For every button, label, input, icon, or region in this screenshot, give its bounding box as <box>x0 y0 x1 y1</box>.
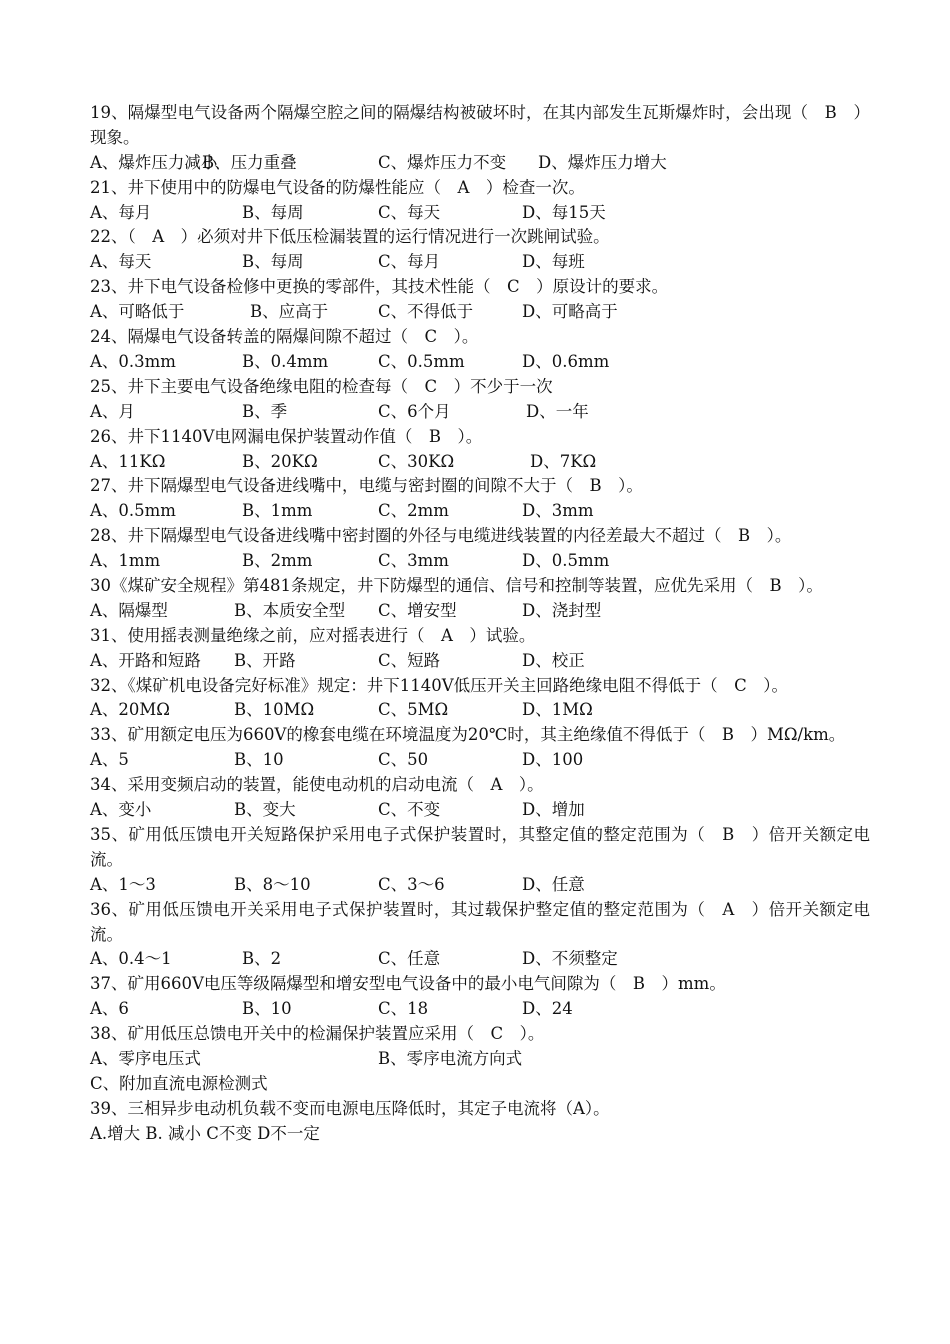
question-28: 28、井下隔爆型电气设备进线嘴中密封圈的外径与电缆进线装置的内径差最大不超过（ B ）。 <box>90 526 792 546</box>
question-21: 21、井下使用中的防爆电气设备的防爆性能应（ A ）检查一次。 <box>90 177 585 197</box>
option-38-c: C、附加直流电源检测式 <box>90 1073 268 1093</box>
options-28 <box>90 549 870 574</box>
option-24-c: C、0.5mm <box>378 351 465 371</box>
option-19-b: B、压力重叠 <box>202 152 297 172</box>
question-25: 25、井下主要电气设备绝缘电阻的检查每（ C ）不少于一次 <box>90 376 553 396</box>
option-32-c: C、5MΩ <box>378 700 449 720</box>
option-32-b: B、10MΩ <box>234 700 315 720</box>
option-37-a: A、6 <box>90 999 129 1019</box>
question-27: 27、井下隔爆型电气设备进线嘴中，电缆与密封圈的间隙不大于（ B ）。 <box>90 476 643 496</box>
question-39: 39、三相异步电动机负载不变而电源电压降低时，其定子电流将（A）。 <box>90 1098 610 1118</box>
options-22 <box>90 250 870 275</box>
question-32: 32、《煤矿机电设备完好标准》规定：井下1140V低压开关主回路绝缘电阻不得低于（ C ）。 <box>90 675 789 695</box>
option-37-d: D、24 <box>522 999 573 1019</box>
option-36-d: D、不须整定 <box>522 949 618 969</box>
option-38-b: B、零序电流方向式 <box>378 1049 523 1068</box>
option-21-b: B、每周 <box>242 202 304 222</box>
option-19-a: A、爆炸压力减小 <box>90 152 218 172</box>
option-31-c: C、短路 <box>378 650 441 670</box>
option-30-c: C、增安型 <box>378 600 457 620</box>
option-35-d: D、任意 <box>522 874 585 894</box>
option-31-d: D、校正 <box>522 650 585 670</box>
option-28-d: D、0.5mm <box>522 551 610 571</box>
option-36-a: A、0.4～1 <box>90 949 172 969</box>
options-21 <box>90 201 870 226</box>
option-28-a: A、1mm <box>90 551 161 571</box>
option-36-b: B、2 <box>242 949 282 969</box>
question-34: 34、采用变频启动的装置，能使电动机的启动电流（ A ）。 <box>90 775 544 795</box>
option-26-d: D、7KΩ <box>530 451 597 471</box>
option-30-b: B、本质安全型 <box>234 600 346 620</box>
option-25-d: D、一年 <box>526 401 589 421</box>
question-24: 24、隔爆电气设备转盖的隔爆间隙不超过（ C ）。 <box>90 327 479 347</box>
option-22-a: A、每天 <box>90 252 152 272</box>
options-19 <box>90 151 870 176</box>
options-24 <box>90 350 870 375</box>
question-26: 26、井下1140V电网漏电保护装置动作值（ B ）。 <box>90 426 483 446</box>
option-33-a: A、5 <box>90 750 129 770</box>
option-28-b: B、2mm <box>242 551 313 571</box>
option-33-d: D、100 <box>522 750 584 770</box>
options-27 <box>90 499 870 524</box>
question-37: 37、矿用660V电压等级隔爆型和增安型电气设备中的最小电气间隙为（ B ）mm。 <box>90 974 726 994</box>
options-30 <box>90 599 870 624</box>
option-26-c: C、30KΩ <box>378 451 455 471</box>
options-34 <box>90 798 870 823</box>
option-23-a: A、可略低于 <box>90 302 185 322</box>
option-34-b: B、变大 <box>234 800 296 820</box>
question-23: 23、井下电气设备检修中更换的零部件，其技术性能（ C ）原设计的要求。 <box>90 277 669 297</box>
question-33: 33、矿用额定电压为660V的橡套电缆在环境温度为20℃时，其主绝缘值不得低于（ B ）MΩ/km。 <box>90 725 846 745</box>
option-38-a: A、零序电压式 <box>90 1049 201 1068</box>
options-38 <box>90 1047 870 1072</box>
option-34-c: C、不变 <box>378 800 441 820</box>
option-33-b: B、10 <box>234 750 284 770</box>
option-21-d: D、每15天 <box>522 202 606 222</box>
options-32 <box>90 698 870 723</box>
option-37-b: B、10 <box>242 999 292 1019</box>
option-32-a: A、20MΩ <box>90 700 170 720</box>
option-21-c: C、每天 <box>378 202 441 222</box>
option-21-a: A、每月 <box>90 202 152 222</box>
option-25-c: C、6个月 <box>378 401 451 421</box>
question-31: 31、使用摇表测量绝缘之前，应对摇表进行（ A ）试验。 <box>90 625 536 645</box>
option-24-a: A、0.3mm <box>90 351 176 371</box>
options-26 <box>90 450 870 475</box>
option-27-b: B、1mm <box>242 501 313 521</box>
option-33-c: C、50 <box>378 750 429 770</box>
option-32-d: D、1MΩ <box>522 700 593 720</box>
option-24-b: B、0.4mm <box>242 351 329 371</box>
question-30: 30《煤矿安全规程》第481条规定，井下防爆型的通信、信号和控制等装置，应优先采用（ B ）。 <box>90 575 823 595</box>
options-31 <box>90 649 870 674</box>
option-27-d: D、3mm <box>522 501 594 521</box>
question-35: 35、矿用低压馈电开关短路保护采用电子式保护装置时，其整定值的整定范围为（ B ）倍开关额定电流。 <box>90 824 870 869</box>
option-35-a: A、1～3 <box>90 874 156 894</box>
option-19-d: D、爆炸压力增大 <box>538 152 667 172</box>
options-33 <box>90 748 870 773</box>
question-38: 38、矿用低压总馈电开关中的检漏保护装置应采用（ C ）。 <box>90 1024 545 1044</box>
option-22-c: C、每月 <box>378 252 441 272</box>
options-25 <box>90 400 870 425</box>
options-39: A.增大 B. 减小 C不变 D不一定 <box>90 1123 320 1143</box>
option-27-a: A、0.5mm <box>90 501 176 521</box>
option-30-d: D、浇封型 <box>522 600 602 620</box>
option-24-d: D、0.6mm <box>522 351 610 371</box>
option-26-b: B、20KΩ <box>242 451 318 471</box>
options-35 <box>90 873 870 898</box>
option-28-c: C、3mm <box>378 551 449 571</box>
option-35-c: C、3～6 <box>378 874 445 894</box>
option-23-b: B、应高于 <box>250 302 329 322</box>
option-31-a: A、开路和短路 <box>90 650 201 670</box>
options-36 <box>90 947 870 972</box>
option-26-a: A、11KΩ <box>90 451 166 471</box>
option-27-c: C、2mm <box>378 501 449 521</box>
option-37-c: C、18 <box>378 999 429 1019</box>
options-23 <box>90 300 870 325</box>
option-25-a: A、月 <box>90 401 135 421</box>
question-36: 36、矿用低压馈电开关采用电子式保护装置时，其过载保护整定值的整定范围为（ A ）倍开关额定电流。 <box>90 899 870 944</box>
option-31-b: B、开路 <box>234 650 296 670</box>
question-19: 19、隔爆型电气设备两个隔爆空腔之间的隔爆结构被破坏时，在其内部发生瓦斯爆炸时，会出现（ B ）现象。 <box>90 103 870 147</box>
option-36-c: C、任意 <box>378 949 441 969</box>
option-35-b: B、8～10 <box>234 874 311 894</box>
option-23-d: D、可略高于 <box>522 302 618 322</box>
option-19-c: C、爆炸压力不变 <box>378 152 507 172</box>
option-22-d: D、每班 <box>522 252 585 272</box>
option-22-b: B、每周 <box>242 252 304 272</box>
question-22: 22、（ A ）必须对井下低压检漏装置的运行情况进行一次跳闸试验。 <box>90 227 610 247</box>
option-34-a: A、变小 <box>90 800 152 820</box>
option-25-b: B、季 <box>242 401 288 421</box>
option-30-a: A、隔爆型 <box>90 600 168 620</box>
document-body <box>90 101 870 1147</box>
options-37 <box>90 997 870 1022</box>
option-23-c: C、不得低于 <box>378 302 474 322</box>
option-34-d: D、增加 <box>522 800 585 820</box>
